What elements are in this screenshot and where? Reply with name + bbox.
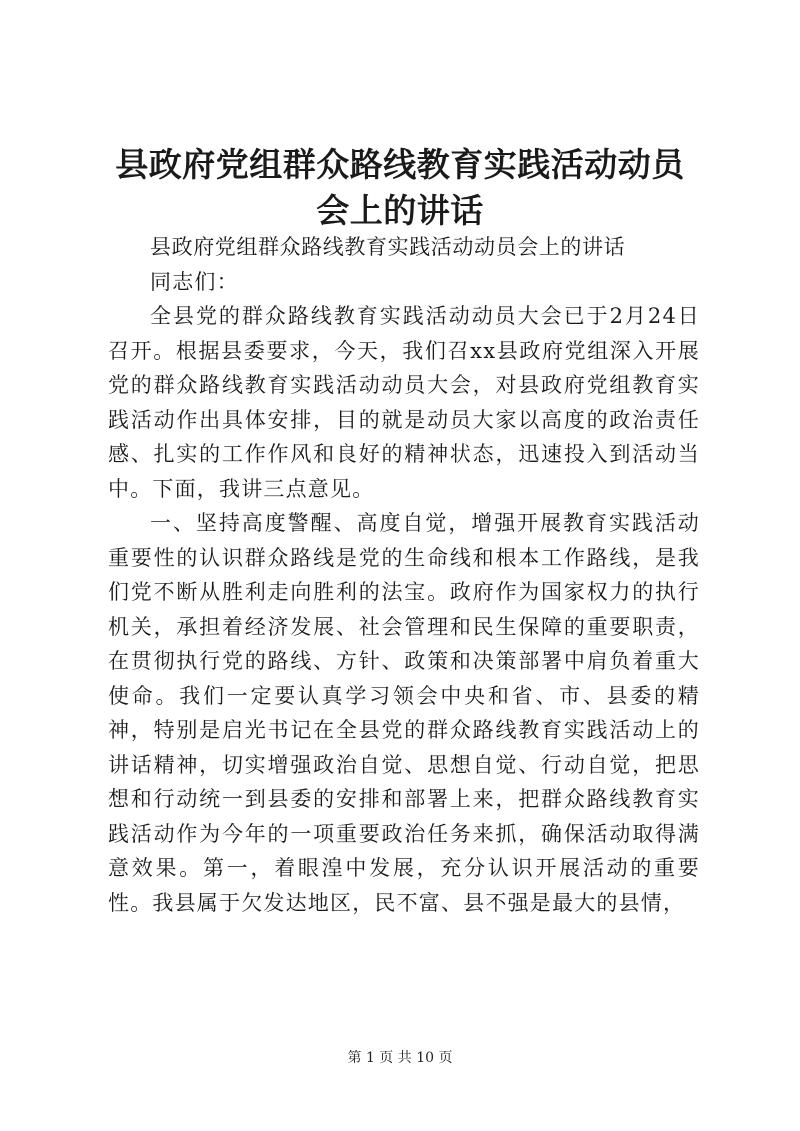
page-number-footer: 第 1 页 共 10 页 <box>347 1050 453 1066</box>
paragraph-2: 一、坚持高度警醒、高度自觉，增强开展教育实践活动重要性的认识群众路线是党的生命线和根本工作路线，是我们党不断从胜利走向胜利的法宝。政府作为国家权力的执行机关，承担着经济发展、社会管理和民生保障的重要职责，在贯彻执行党的路线、方针、政策和决策部署中肩负着重大使命。我们一定要认真学习领会中央和省、市、县委的精神，特别是启光书记在全县党的群众路线教育实践活动上的讲话精神，切实增强政治自觉、思想自觉、行动自觉，把思想和行动统一到县委的安排和部署上来，把群众路线教育实践活动作为今年的一项重要政治任务来抓，确保活动取得满意效果。第一，着眼湟中发展，充分认识开展活动的重要性。我县属于欠发达地区，民不富、县不强是最大的县情， <box>108 511 700 915</box>
document-body <box>108 230 700 920</box>
document-title: 县政府党组群众路线教育实践活动动员会上的讲话 <box>115 145 685 230</box>
salutation: 同志们： <box>150 269 239 294</box>
document-subtitle: 县政府党组群众路线教育实践活动动员会上的讲话 <box>150 235 626 259</box>
paragraph-1: 全县党的群众路线教育实践活动动员大会已于2月24日召开。根据县委要求，今天，我们召xx县政府党组深入开展党的群众路线教育实践活动动员大会，对县政府党组教育实践活动作出具体安排，目的就是动员大家以高度的政治责任感、扎实的工作作风和良好的精神状态，迅速投入到活动当中。下面，我讲三点意见。 <box>108 304 700 501</box>
